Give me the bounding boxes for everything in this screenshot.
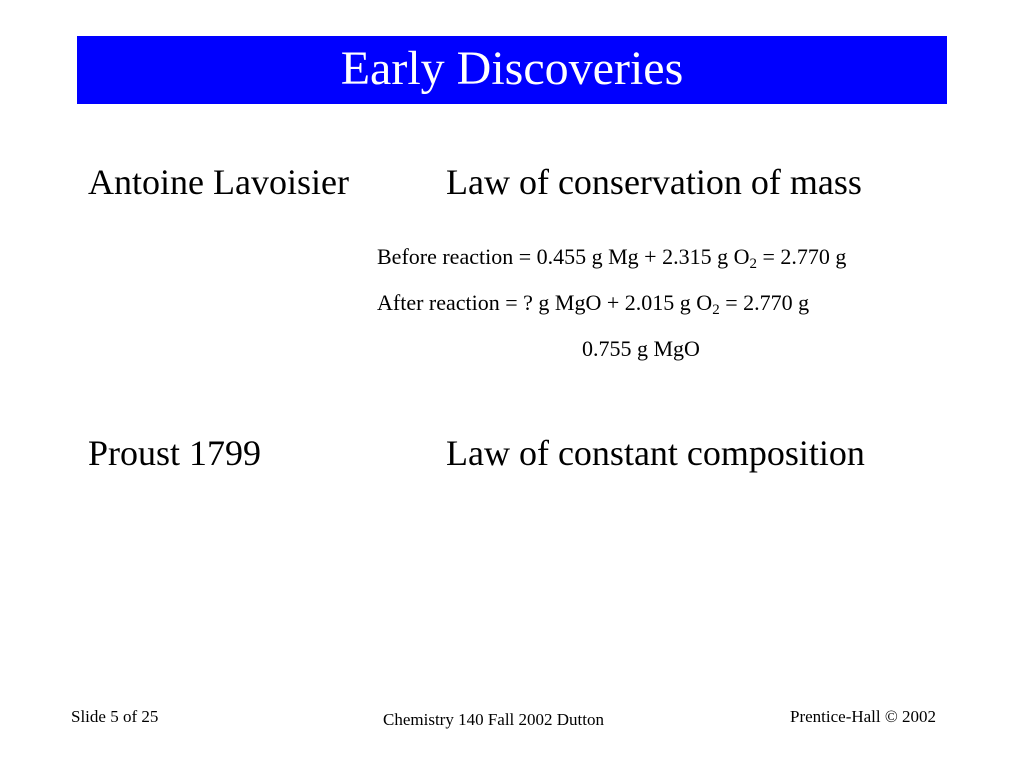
before-reaction-equation [377, 244, 847, 272]
title-bar [77, 36, 947, 104]
slide-number: Slide 5 of 25 [71, 707, 159, 726]
slide-title: Early Discoveries [340, 42, 684, 95]
before-reaction-subscript: 2 [749, 256, 757, 272]
after-reaction-text: After reaction = ? g MgO + 2.015 g O [377, 290, 713, 315]
lavoisier-name: Antoine Lavoisier [88, 162, 349, 202]
after-reaction-total: = 2.770 g [719, 290, 810, 315]
conservation-of-mass-law: Law of conservation of mass [446, 162, 862, 202]
before-reaction-text: Before reaction = 0.455 g Mg + 2.315 g O [377, 244, 750, 269]
copyright: Prentice-Hall © 2002 [790, 707, 937, 726]
after-reaction-subscript: 2 [712, 302, 720, 318]
course-name: Chemistry 140 Fall 2002 Dutton [383, 710, 604, 729]
after-reaction-equation [377, 290, 810, 318]
mgo-result: 0.755 g MgO [582, 336, 700, 361]
before-reaction-total: = 2.770 g [756, 244, 847, 269]
proust-name: Proust 1799 [88, 433, 262, 473]
constant-composition-law: Law of constant composition [446, 433, 865, 473]
